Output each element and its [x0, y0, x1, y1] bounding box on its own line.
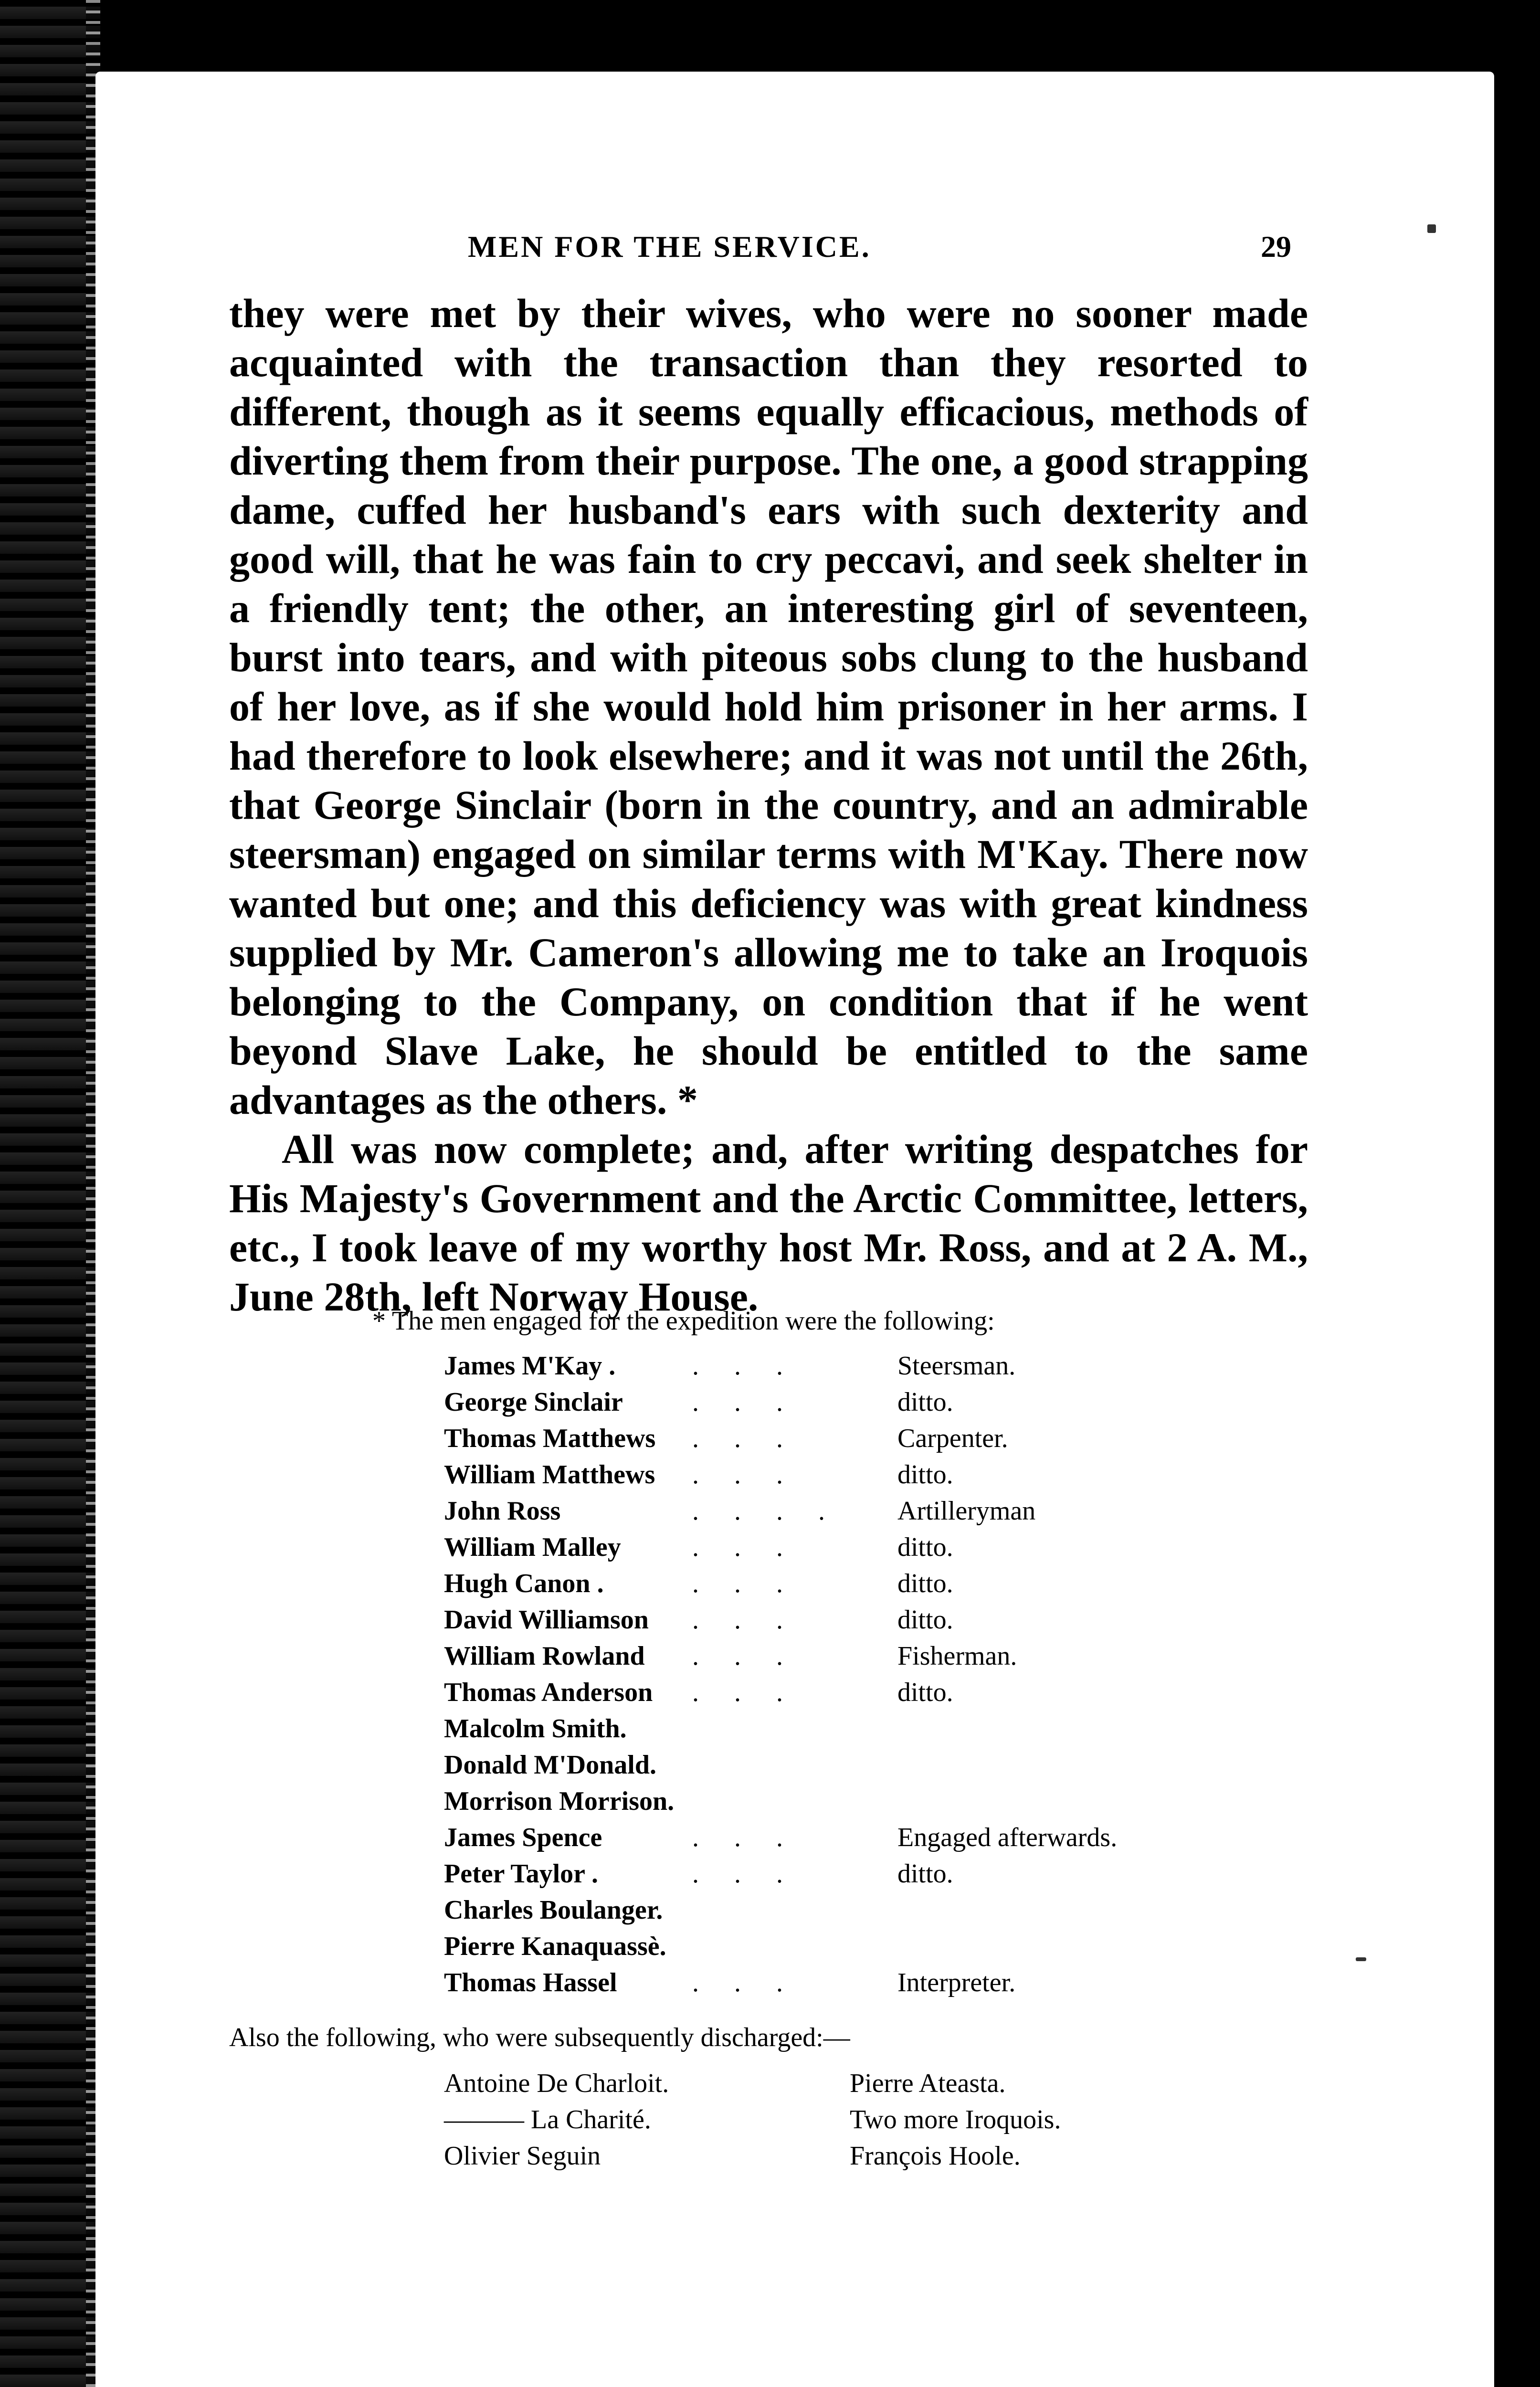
roster-row — [444, 1783, 1146, 1819]
leader-dots: . . . — [692, 1351, 797, 1381]
leader-dots: . . . — [692, 1387, 797, 1417]
discharged-name: Two more Iroquois. — [850, 2104, 1061, 2134]
book-page — [95, 72, 1494, 2387]
crew-name: William Rowland — [444, 1641, 645, 1671]
crew-roster — [444, 1348, 1146, 2001]
roster-row — [444, 1638, 1146, 1674]
crew-name: Donald M'Donald. — [444, 1750, 656, 1780]
discharged-list — [444, 2065, 1061, 2174]
ink-spot — [1427, 224, 1436, 233]
discharged-row — [444, 2102, 1061, 2138]
crew-name: Thomas Matthews — [444, 1423, 656, 1453]
crew-name: Morrison Morrison. — [444, 1786, 675, 1816]
crew-name: James M'Kay . — [444, 1351, 616, 1381]
crew-name: George Sinclair — [444, 1387, 623, 1417]
roster-row — [444, 1819, 1146, 1856]
leader-dots: . . . — [692, 1641, 797, 1671]
crew-role: Artilleryman — [897, 1496, 1036, 1526]
roster-row — [444, 1928, 1146, 1965]
roster-row — [444, 1565, 1146, 1602]
crew-name: Thomas Hassel — [444, 1967, 617, 1997]
crew-name: Pierre Kanaquassè. — [444, 1931, 666, 1961]
leader-dots: . . . — [692, 1967, 797, 1997]
leader-dots: . . . — [692, 1605, 797, 1635]
leader-dots — [692, 1783, 897, 1819]
crew-name: Peter Taylor . — [444, 1859, 599, 1889]
roster-row — [444, 1965, 1146, 2001]
crew-role: ditto. — [897, 1859, 953, 1889]
footnote — [229, 1303, 1308, 2174]
roster-row — [444, 1674, 1146, 1711]
scan-edge — [0, 0, 100, 2387]
crew-name: Hugh Canon . — [444, 1568, 604, 1598]
paragraph: All was now complete; and, after writing despatches for His Majesty's Government and the Arctic Committee, letters, etc., I took leave of my worthy host Mr. Ross, and at 2 A. M., June 28th, left Norway House. — [229, 1126, 1308, 1320]
crew-name: James Spence — [444, 1822, 602, 1852]
crew-role: ditto. — [897, 1532, 953, 1562]
crew-name: John Ross — [444, 1496, 561, 1526]
crew-role — [897, 1747, 1146, 1783]
crew-role: ditto. — [897, 1605, 953, 1635]
discharged-row — [444, 2138, 1061, 2174]
crew-role: Fisherman. — [897, 1641, 1017, 1671]
roster-row — [444, 1493, 1146, 1529]
discharged-name: François Hoole. — [850, 2141, 1021, 2171]
crew-role: Interpreter. — [897, 1967, 1016, 1997]
roster-row — [444, 1602, 1146, 1638]
crew-role: Engaged afterwards. — [897, 1822, 1118, 1852]
roster-row — [444, 1384, 1146, 1420]
leader-dots: . . . — [692, 1423, 797, 1453]
crew-name: William Malley — [444, 1532, 621, 1562]
discharged-name: Antoine De Charloit. — [444, 2068, 669, 2098]
discharged-intro: Also the following, who were subsequently discharged:— — [229, 2023, 850, 2052]
leader-dots — [692, 1928, 897, 1965]
crew-role: Carpenter. — [897, 1423, 1008, 1453]
crew-role — [897, 1928, 1146, 1965]
discharged-name: Pierre Ateasta. — [850, 2068, 1006, 2098]
roster-row — [444, 1348, 1146, 1384]
ink-spot — [1356, 1957, 1366, 1961]
discharged-row — [444, 2065, 1061, 2102]
discharged-name: Olivier Seguin — [444, 2141, 601, 2171]
roster-row — [444, 1457, 1146, 1493]
crew-role — [897, 1783, 1146, 1819]
roster-row — [444, 1856, 1146, 1892]
leader-dots: . . . . — [692, 1496, 839, 1526]
running-title: MEN FOR THE SERVICE. — [468, 230, 871, 264]
leader-dots: . . . — [692, 1532, 797, 1562]
crew-role: ditto. — [897, 1677, 953, 1707]
crew-role: Steersman. — [897, 1351, 1016, 1381]
leader-dots — [692, 1892, 897, 1928]
footnote-intro: * The men engaged for the expedition were the following: — [372, 1306, 995, 1336]
running-head — [95, 229, 1494, 286]
body-text — [229, 289, 1308, 1321]
crew-role — [897, 1892, 1146, 1928]
roster-row — [444, 1892, 1146, 1928]
crew-role: ditto. — [897, 1459, 953, 1489]
roster-row — [444, 1529, 1146, 1565]
paragraph: they were met by their wives, who were no sooner made acquainted with the transaction than they resorted to different, though as it seems equally efficacious, methods of diverting them from their purpose. The one, a good strapping dame, cuffed her husband's ears with such dexterity and good will, that he was fain to cry peccavi, and seek shelter in a friendly tent; the other, an interesting girl of seventeen, burst into tears, and with piteous sobs clung to the husband of her love, as if she would hold him prisoner in her arms. I had therefore to look elsewhere; and it was not until the 26th, that George Sinclair (born in the country, and an admirable steersman) engaged on similar terms with M'Kay. There now wanted but one; and this deficiency was with great kindness supplied by Mr. Cameron's allowing me to take an Iroquois belonging to the Company, on condition that if he went beyond Slave Lake, he should be entitled to the same advantages as the others. * — [229, 290, 1308, 1123]
leader-dots: . . . — [692, 1859, 797, 1889]
page-number: 29 — [1261, 230, 1291, 264]
roster-row — [444, 1420, 1146, 1457]
crew-role: ditto. — [897, 1568, 953, 1598]
leader-dots — [692, 1711, 897, 1747]
crew-name: William Matthews — [444, 1459, 655, 1489]
discharged-name: ——— La Charité. — [444, 2104, 651, 2134]
roster-row — [444, 1711, 1146, 1747]
leader-dots: . . . — [692, 1822, 797, 1852]
crew-name: Thomas Anderson — [444, 1677, 653, 1707]
crew-name: Charles Boulanger. — [444, 1895, 663, 1925]
roster-row — [444, 1747, 1146, 1783]
leader-dots: . . . — [692, 1459, 797, 1489]
crew-name: Malcolm Smith. — [444, 1713, 627, 1743]
crew-name: David Williamson — [444, 1605, 649, 1635]
leader-dots: . . . — [692, 1677, 797, 1707]
crew-role: ditto. — [897, 1387, 953, 1417]
leader-dots — [692, 1747, 897, 1783]
leader-dots: . . . — [692, 1568, 797, 1598]
crew-role — [897, 1711, 1146, 1747]
